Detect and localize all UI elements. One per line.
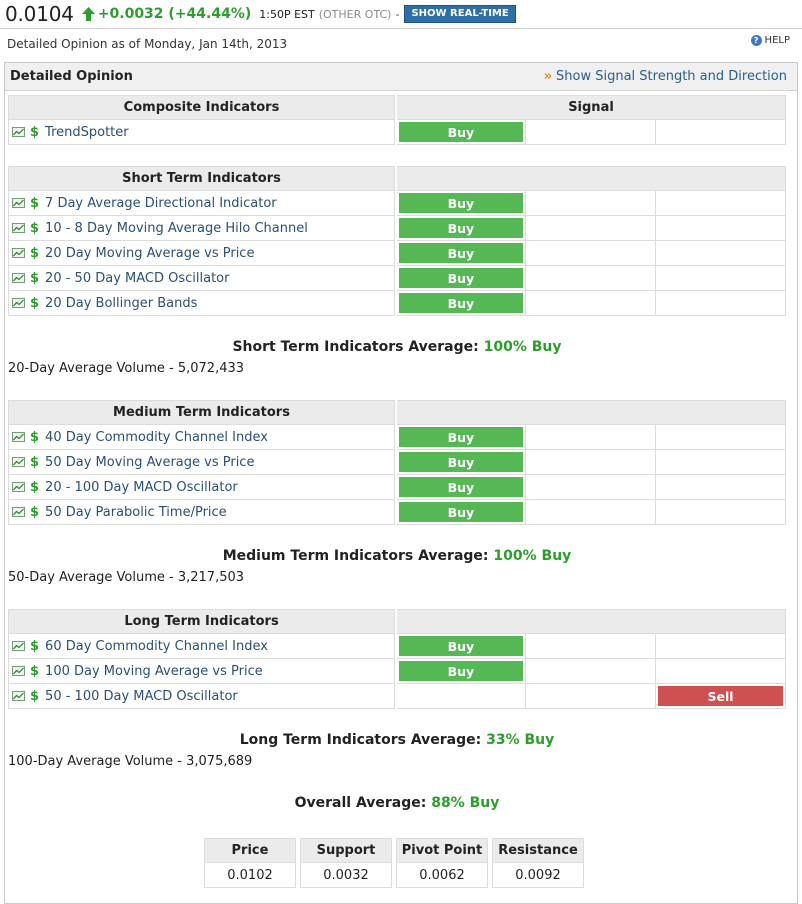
short-term-average-label: Short Term Indicators Average: — [232, 339, 479, 355]
signal-cell — [656, 120, 786, 145]
indicator-cell — [8, 216, 395, 241]
indicator-cell — [8, 659, 395, 684]
buy-signal[interactable]: Buy — [399, 193, 524, 213]
indicator-name[interactable]: 50 Day Parabolic Time/Price — [45, 504, 227, 520]
quote-bar — [0, 0, 802, 29]
table-header — [8, 609, 786, 634]
signal-cell — [656, 241, 786, 266]
medium-term-average-label: Medium Term Indicators Average: — [222, 548, 489, 564]
indicator-cell — [8, 191, 395, 216]
signal-cell — [526, 291, 656, 316]
dollar-icon[interactable]: $ — [30, 429, 40, 445]
indicator-row — [8, 291, 786, 316]
signal-cell — [397, 216, 527, 241]
long-term-average — [8, 732, 786, 748]
dollar-icon[interactable]: $ — [30, 195, 40, 211]
pivot-header: Pivot Point — [396, 838, 488, 863]
medium-term-table — [8, 400, 786, 525]
signal-cell — [656, 634, 786, 659]
indicator-name[interactable]: 20 Day Bollinger Bands — [45, 295, 198, 311]
pivot-value: 0.0062 — [396, 863, 488, 888]
dollar-icon[interactable]: $ — [30, 479, 40, 495]
buy-signal[interactable]: Buy — [399, 636, 524, 656]
show-realtime-button[interactable]: SHOW REAL-TIME — [404, 5, 515, 23]
signal-strength-link[interactable] — [544, 69, 787, 84]
pivot-header: Price — [204, 838, 296, 863]
chart-icon[interactable] — [12, 127, 25, 137]
buy-signal[interactable]: Buy — [399, 452, 524, 472]
long-term-table — [8, 609, 786, 709]
indicator-cell — [8, 475, 395, 500]
signal-cell — [397, 684, 527, 709]
indicator-name[interactable]: TrendSpotter — [45, 124, 129, 140]
help-link[interactable] — [751, 35, 790, 46]
signal-cell — [526, 475, 656, 500]
indicator-row — [8, 266, 786, 291]
chart-icon[interactable] — [12, 248, 25, 258]
signal-cell — [397, 634, 527, 659]
table-header — [8, 166, 786, 191]
chart-icon[interactable] — [12, 273, 25, 283]
signal-cell — [526, 450, 656, 475]
signal-cell — [397, 425, 527, 450]
short-term-average-value: 100% Buy — [483, 339, 562, 355]
separator: - — [395, 7, 400, 21]
dollar-icon[interactable]: $ — [30, 504, 40, 520]
buy-signal[interactable]: Buy — [399, 243, 524, 263]
dollar-icon[interactable]: $ — [30, 454, 40, 470]
dollar-icon[interactable]: $ — [30, 663, 40, 679]
chart-icon[interactable] — [12, 298, 25, 308]
signal-cell — [397, 475, 527, 500]
dollar-icon[interactable]: $ — [30, 638, 40, 654]
indicator-name[interactable]: 100 Day Moving Average vs Price — [45, 663, 263, 679]
table-header — [8, 400, 786, 425]
indicator-row — [8, 500, 786, 525]
chart-icon[interactable] — [12, 457, 25, 467]
composite-header: Composite Indicators — [8, 95, 395, 120]
medium-term-volume: 50-Day Average Volume - 3,217,503 — [8, 570, 245, 585]
indicator-cell — [8, 120, 395, 145]
buy-signal[interactable]: Buy — [399, 293, 524, 313]
indicator-cell — [8, 241, 395, 266]
signal-cell — [526, 634, 656, 659]
signal-cell — [656, 475, 786, 500]
composite-table — [8, 95, 786, 145]
dollar-icon[interactable]: $ — [30, 688, 40, 704]
signal-cell — [397, 291, 527, 316]
signal-header-blank — [397, 609, 786, 634]
signal-cell — [656, 450, 786, 475]
buy-signal[interactable]: Buy — [399, 122, 524, 142]
indicator-name[interactable]: 50 - 100 Day MACD Oscillator — [45, 688, 238, 704]
signal-cell — [397, 120, 527, 145]
indicator-name[interactable]: 20 Day Moving Average vs Price — [45, 245, 255, 261]
quote-time: 1:50P EST — [259, 7, 315, 21]
opinion-date: Detailed Opinion as of Monday, Jan 14th, 2013 — [7, 37, 288, 51]
long-term-average-value: 33% Buy — [486, 732, 555, 748]
overall-average-value: 88% Buy — [431, 795, 500, 811]
chart-icon[interactable] — [12, 691, 25, 701]
pivot-value: 0.0032 — [300, 863, 392, 888]
signal-cell — [397, 500, 527, 525]
short-term-volume: 20-Day Average Volume - 5,072,433 — [8, 361, 245, 376]
buy-signal[interactable]: Buy — [399, 268, 524, 288]
signal-cell — [397, 241, 527, 266]
indicator-row — [8, 425, 786, 450]
pivot-header: Support — [300, 838, 392, 863]
double-chevron-icon: » — [543, 69, 553, 84]
pivot-col-pivot-point — [396, 838, 488, 888]
buy-signal[interactable]: Buy — [399, 427, 524, 447]
pivot-col-resistance — [492, 838, 584, 888]
signal-header-blank — [397, 400, 786, 425]
signal-cell — [526, 684, 656, 709]
signal-cell — [526, 241, 656, 266]
signal-cell — [656, 216, 786, 241]
table-header — [8, 95, 786, 120]
medium-term-header: Medium Term Indicators — [8, 400, 395, 425]
chart-icon[interactable] — [12, 641, 25, 651]
pivot-col-price — [204, 838, 296, 888]
indicator-row — [8, 120, 786, 145]
indicator-name[interactable]: 20 - 100 Day MACD Oscillator — [45, 479, 238, 495]
indicator-name[interactable]: 10 - 8 Day Moving Average Hilo Channel — [45, 220, 308, 236]
sell-signal[interactable]: Sell — [658, 686, 783, 706]
signal-cell — [656, 425, 786, 450]
overall-average-label: Overall Average: — [294, 795, 427, 811]
chart-icon[interactable] — [12, 666, 25, 676]
indicator-cell — [8, 500, 395, 525]
signal-cell — [656, 266, 786, 291]
signal-cell — [526, 659, 656, 684]
exchange-label: (OTHER OTC) — [318, 7, 392, 21]
pivot-table — [204, 838, 588, 888]
dollar-icon[interactable]: $ — [30, 245, 40, 261]
panel-header — [5, 63, 797, 91]
medium-term-average — [8, 548, 786, 564]
help-label: HELP — [764, 35, 790, 46]
pivot-col-support — [300, 838, 392, 888]
signal-header: Signal — [397, 95, 786, 120]
chart-icon[interactable] — [12, 198, 25, 208]
signal-strength-link-label: Show Signal Strength and Direction — [556, 69, 787, 84]
indicator-row — [8, 475, 786, 500]
medium-term-average-value: 100% Buy — [493, 548, 572, 564]
buy-signal[interactable]: Buy — [399, 502, 524, 522]
chart-icon[interactable] — [12, 507, 25, 517]
long-term-volume: 100-Day Average Volume - 3,075,689 — [8, 754, 253, 769]
dollar-icon[interactable]: $ — [30, 220, 40, 236]
signal-cell — [656, 500, 786, 525]
indicator-row — [8, 659, 786, 684]
signal-cell — [397, 266, 527, 291]
signal-cell — [656, 291, 786, 316]
chart-icon[interactable] — [12, 432, 25, 442]
buy-signal[interactable]: Buy — [399, 218, 524, 238]
short-term-average — [8, 339, 786, 355]
signal-cell — [526, 266, 656, 291]
indicator-name[interactable]: 40 Day Commodity Channel Index — [45, 429, 268, 445]
signal-cell — [397, 450, 527, 475]
pivot-value: 0.0092 — [492, 863, 584, 888]
dollar-icon[interactable]: $ — [30, 270, 40, 286]
indicator-cell — [8, 266, 395, 291]
signal-cell — [526, 191, 656, 216]
signal-cell — [397, 659, 527, 684]
signal-cell — [526, 500, 656, 525]
indicator-name[interactable]: 60 Day Commodity Channel Index — [45, 638, 268, 654]
help-icon: ? — [751, 35, 762, 46]
pivot-header: Resistance — [492, 838, 584, 863]
indicator-row — [8, 450, 786, 475]
signal-header-blank — [397, 166, 786, 191]
panel-title: Detailed Opinion — [10, 69, 133, 84]
long-term-average-label: Long Term Indicators Average: — [239, 732, 482, 748]
chart-icon[interactable] — [12, 482, 25, 492]
indicator-cell — [8, 291, 395, 316]
short-term-table — [8, 166, 786, 316]
indicator-row — [8, 191, 786, 216]
indicator-row — [8, 684, 786, 709]
indicator-row — [8, 634, 786, 659]
indicator-name[interactable]: 50 Day Moving Average vs Price — [45, 454, 255, 470]
signal-cell — [656, 684, 786, 709]
indicator-cell — [8, 450, 395, 475]
chart-icon[interactable] — [12, 223, 25, 233]
signal-cell — [656, 659, 786, 684]
buy-signal[interactable]: Buy — [399, 661, 524, 681]
indicator-cell — [8, 634, 395, 659]
dollar-icon[interactable]: $ — [30, 295, 40, 311]
long-term-header: Long Term Indicators — [8, 609, 395, 634]
signal-cell — [397, 191, 527, 216]
signal-cell — [526, 425, 656, 450]
buy-signal[interactable]: Buy — [399, 477, 524, 497]
overall-average — [8, 795, 786, 811]
indicator-name[interactable]: 20 - 50 Day MACD Oscillator — [45, 270, 230, 286]
indicator-cell — [8, 425, 395, 450]
up-arrow-icon — [82, 7, 95, 21]
indicator-row — [8, 241, 786, 266]
price-change: +0.0032 (+44.44%) — [97, 6, 252, 22]
pivot-value: 0.0102 — [204, 863, 296, 888]
signal-cell — [656, 191, 786, 216]
signal-cell — [526, 216, 656, 241]
indicator-name[interactable]: 7 Day Average Directional Indicator — [45, 195, 277, 211]
signal-cell — [526, 120, 656, 145]
short-term-header: Short Term Indicators — [8, 166, 395, 191]
dollar-icon[interactable]: $ — [30, 124, 40, 140]
last-price: 0.0104 — [5, 2, 74, 26]
indicator-cell — [8, 684, 395, 709]
indicator-row — [8, 216, 786, 241]
